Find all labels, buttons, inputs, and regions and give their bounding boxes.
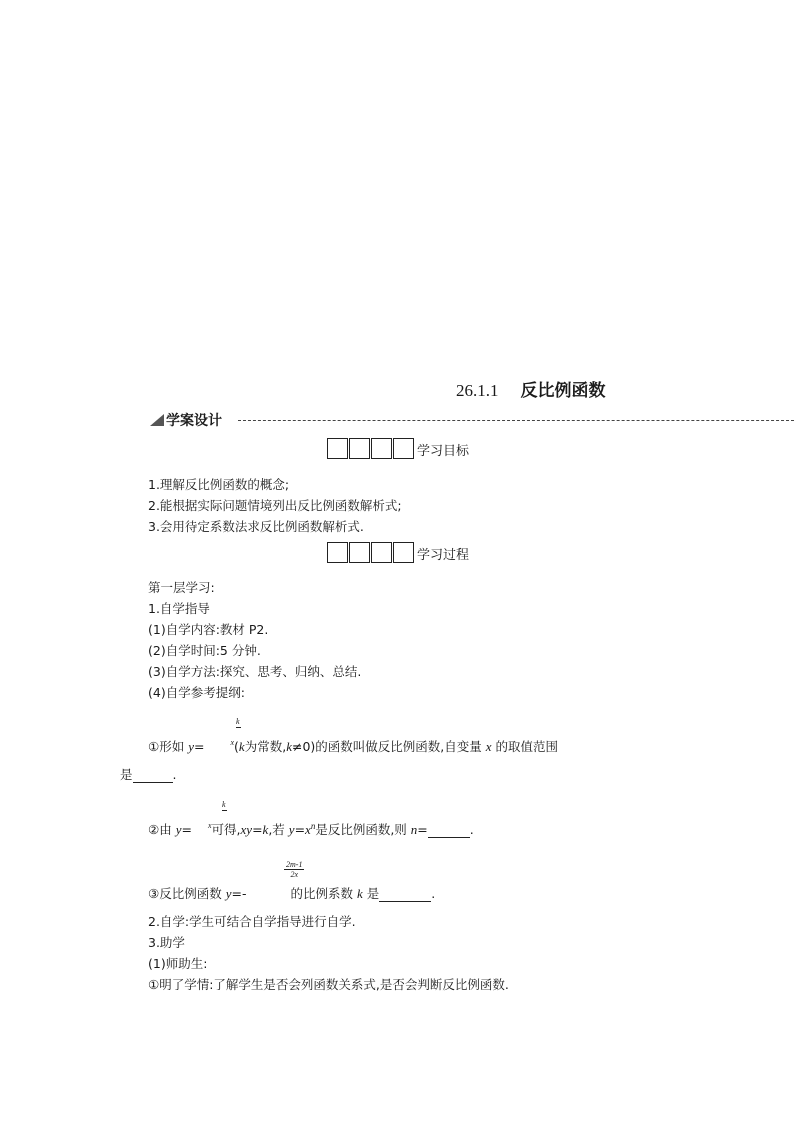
q3-marker: ③ bbox=[148, 886, 160, 901]
process-content: (1)自学内容:教材 P2. bbox=[148, 622, 269, 637]
box bbox=[371, 438, 392, 459]
section-label: 学习过程 bbox=[417, 548, 470, 563]
q2-mid3: 是反比例函数,则 bbox=[315, 822, 411, 837]
q2-end: . bbox=[469, 822, 474, 837]
q3-frac-den: 2x bbox=[290, 870, 298, 879]
q2-k: k bbox=[262, 822, 269, 837]
lesson-name: 反比例函数 bbox=[520, 381, 606, 401]
box bbox=[393, 438, 414, 459]
box bbox=[393, 542, 414, 563]
q2-marker: ② bbox=[148, 822, 160, 837]
q2-frac-num: k bbox=[222, 800, 226, 809]
q1-x: x bbox=[485, 739, 492, 754]
box bbox=[349, 438, 370, 459]
process-outline: (4)自学参考提纲: bbox=[148, 685, 245, 700]
q2-eq4: = bbox=[417, 822, 428, 837]
q2-eq2: = bbox=[252, 822, 263, 837]
process-method: (3)自学方法:探究、思考、归纳、总结. bbox=[148, 664, 362, 679]
q1-eq: = bbox=[193, 739, 205, 754]
q2-x: x bbox=[305, 822, 311, 837]
q2-eq: = bbox=[181, 822, 192, 837]
goal-item: 3.会用待定系数法求反比例函数解析式. bbox=[148, 519, 364, 534]
q1-post: 的取值范围 bbox=[491, 739, 558, 754]
q3-y: y bbox=[225, 886, 232, 901]
question-3 bbox=[148, 884, 435, 902]
q2-y2: y bbox=[288, 822, 295, 837]
q1-k2: k bbox=[286, 739, 292, 754]
q1-line2: 是 bbox=[120, 767, 133, 782]
goal-item: 1.理解反比例函数的概念; bbox=[148, 477, 290, 492]
dashed-divider bbox=[238, 420, 794, 421]
q3-mid: 的比例系数 bbox=[290, 886, 357, 901]
box bbox=[371, 542, 392, 563]
understand-marker: ① bbox=[148, 977, 160, 992]
box-decoration bbox=[327, 438, 415, 459]
q1-frac-num: k bbox=[236, 717, 240, 726]
q1-marker: ① bbox=[148, 739, 160, 754]
q2-exp: n bbox=[310, 820, 316, 831]
lesson-title bbox=[456, 376, 606, 401]
q2-y: y bbox=[175, 822, 182, 837]
q2-mid2: ,若 bbox=[268, 822, 289, 837]
section-banner bbox=[150, 410, 794, 432]
section-heading-goals bbox=[327, 438, 469, 459]
q1-mid: 为常数, bbox=[244, 739, 287, 754]
lesson-number: 26.1.1 bbox=[456, 381, 499, 400]
q1-k1: k bbox=[238, 739, 245, 754]
q3-eq: =- bbox=[231, 886, 247, 901]
box bbox=[349, 542, 370, 563]
q1-pre: 形如 bbox=[159, 739, 189, 754]
help-heading: 3.助学 bbox=[148, 935, 185, 950]
q1-frac-bar bbox=[236, 727, 241, 728]
q1-paren: ( bbox=[234, 739, 239, 754]
answer-blank[interactable] bbox=[379, 901, 431, 902]
process-layer: 第一层学习: bbox=[148, 580, 215, 595]
process-guide: 1.自学指导 bbox=[148, 601, 210, 616]
goal-item: 2.能根据实际问题情境列出反比例函数解析式; bbox=[148, 498, 402, 513]
q2-n: n bbox=[410, 822, 418, 837]
q3-post: 是 bbox=[362, 886, 380, 901]
q3-fraction bbox=[284, 860, 304, 879]
q3-frac-num: 2m-1 bbox=[286, 860, 303, 869]
question-1 bbox=[148, 737, 558, 755]
q1-y: y bbox=[188, 739, 194, 754]
q2-frac-den: x bbox=[207, 821, 212, 830]
q2-xy: xy bbox=[240, 822, 253, 837]
section-heading-process bbox=[327, 542, 469, 563]
answer-blank[interactable] bbox=[428, 837, 470, 838]
q2-frac-bar bbox=[222, 810, 227, 811]
q3-end: . bbox=[431, 886, 436, 901]
q1-neq: ≠0)的函数叫做反比例函数,自变量 bbox=[291, 739, 486, 754]
teacher-help: (1)师助生: bbox=[148, 956, 208, 971]
understand-text: 明了学情:了解学生是否会列函数关系式,是否会判断反比例函数. bbox=[159, 977, 509, 992]
section-label: 学习目标 bbox=[417, 444, 470, 459]
self-study: 2.自学:学生可结合自学指导进行自学. bbox=[148, 914, 356, 929]
process-time: (2)自学时间:5 分钟. bbox=[148, 643, 261, 658]
q1-frac-den: x bbox=[230, 738, 235, 747]
box bbox=[327, 438, 348, 459]
box bbox=[327, 542, 348, 563]
box-decoration bbox=[327, 542, 415, 563]
q1-end: . bbox=[172, 767, 177, 782]
question-2 bbox=[148, 820, 474, 838]
banner-label: 学案设计 bbox=[166, 413, 222, 429]
understand-item bbox=[148, 975, 509, 993]
triangle-icon bbox=[150, 414, 164, 426]
q2-eq3: = bbox=[294, 822, 306, 837]
q2-pre: 由 bbox=[159, 822, 176, 837]
question-1-line2 bbox=[120, 765, 177, 783]
answer-blank[interactable] bbox=[133, 782, 173, 783]
q3-pre: 反比例函数 bbox=[159, 886, 226, 901]
q3-k: k bbox=[356, 886, 363, 901]
q2-mid1: 可得, bbox=[211, 822, 241, 837]
